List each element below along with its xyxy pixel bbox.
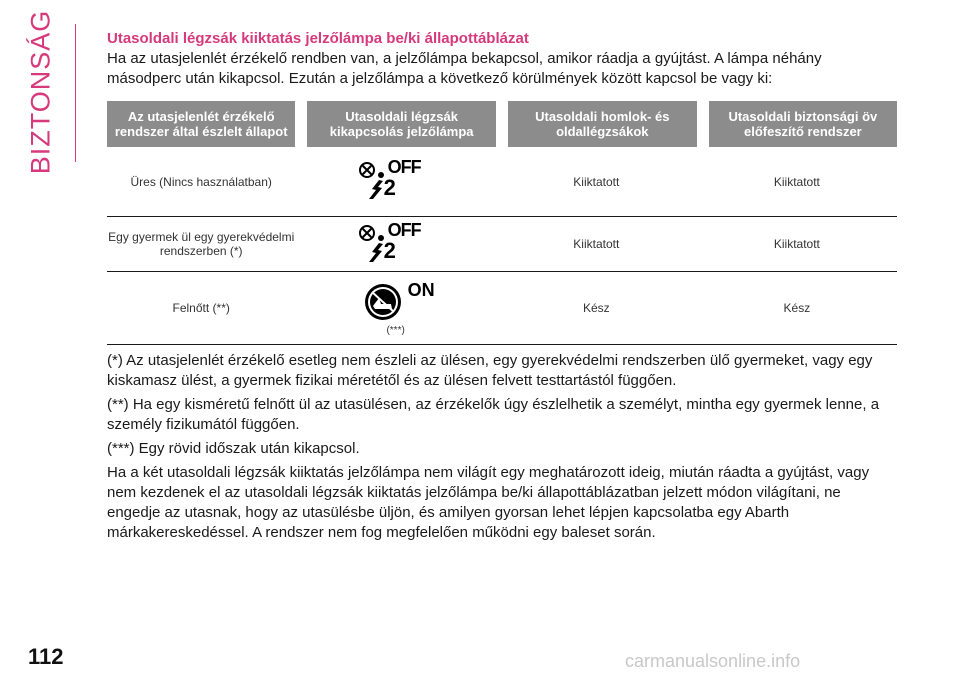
front-airbag-cell: Kiiktatott [496,147,697,217]
state-cell: Egy gyermek ül egy gyerekvédelmi rendszerben (*) [107,217,295,272]
footnote-2: (**) Ha egy kisméretű felnőtt ül az utasülésen, az érzékelők úgy észlelhetik a személyt, mintha egy gyermek lenne, a személy fizikumától függően. [107,396,880,433]
lamp-cell [295,272,495,345]
table-row [107,217,897,272]
notes-block [107,351,897,547]
lamp-cell [295,147,495,217]
status-table [107,101,897,345]
lamp-state-text: OFF [387,157,421,177]
state-cell: Üres (Nincs használatban) [107,147,295,217]
header-belt-pretensioner: Utasoldali biztonsági öv előfeszítő rendszer [697,101,897,147]
front-airbag-cell: Kiiktatott [496,217,697,272]
lamp-state-text: OFF [387,219,421,240]
table-row [107,147,897,217]
side-divider [75,24,76,162]
belt-cell: Kiiktatott [697,147,897,217]
table-row [107,272,897,345]
lamp-state-text: ON [407,280,435,300]
airbag-off-icon [358,157,434,203]
front-airbag-cell: Kész [496,272,697,345]
airbag-off-icon [358,220,434,266]
lamp-number: 2 [383,237,396,263]
section-title: Utasoldali légzsák kiiktatás jelzőlámpa be/ki állapottáblázat [107,30,529,47]
lamp-number: 2 [383,175,396,200]
lamp-footnote: (***) [386,325,405,336]
lamp-cell [295,217,495,272]
header-lamp: Utasoldali légzsák kikapcsolás jelzőlámpa [295,101,495,147]
header-front-airbags: Utasoldali homlok- és oldallégzsákok [496,101,697,147]
warning-paragraph: Ha a két utasoldali légzsák kiiktatás jelzőlámpa nem világít egy meghatározott ideig, miután ráadta a gyújtást, vagy nem kezdenek el az utasoldali légzsák kiiktatás jelzőlámpa be/ki állapottáblázatban jelzett módon világítani, ne engedje az utasnak, hogy az utasülésbe üljön, és amilyen gyorsan lehet lépjen kapcsolatba egy Abarth márkakereskedéssel. A rendszer nem fog megfelelően működni egy baleset során. [107,464,870,541]
header-detected-state: Az utasjelenlét érzékelő rendszer által észlelt állapot [107,101,295,147]
footnote-1: (*) Az utasjelenlét érzékelő esetleg nem észleli az ülésen, egy gyerekvédelmi rendszerben ülő gyermeket, vagy egy kiskamasz ülést, a gyermek fizikai méretétől és az ülésen felvett testtartástól függően. [107,352,873,389]
page-number: 112 [28,644,64,669]
state-cell: Felnőtt (**) [107,272,295,345]
section-side-label: BIZTONSÁG [25,9,56,175]
belt-cell: Kiiktatott [697,217,897,272]
intro-paragraph: Ha az utasjelenlét érzékelő rendben van, a jelzőlámpa bekapcsol, amikor ráadja a gyújtást. A lámpa néhány másodperc után kikapcsol. Ezután a jelzőlámpa a következő körülmények között kapcsol be vagy ki: [107,50,822,87]
airbag-on-icon [361,280,435,320]
footnote-3: (***) Egy rövid időszak után kikapcsol. [107,440,360,457]
belt-cell: Kész [697,272,897,345]
watermark: carmanualsonline.info [625,651,801,671]
